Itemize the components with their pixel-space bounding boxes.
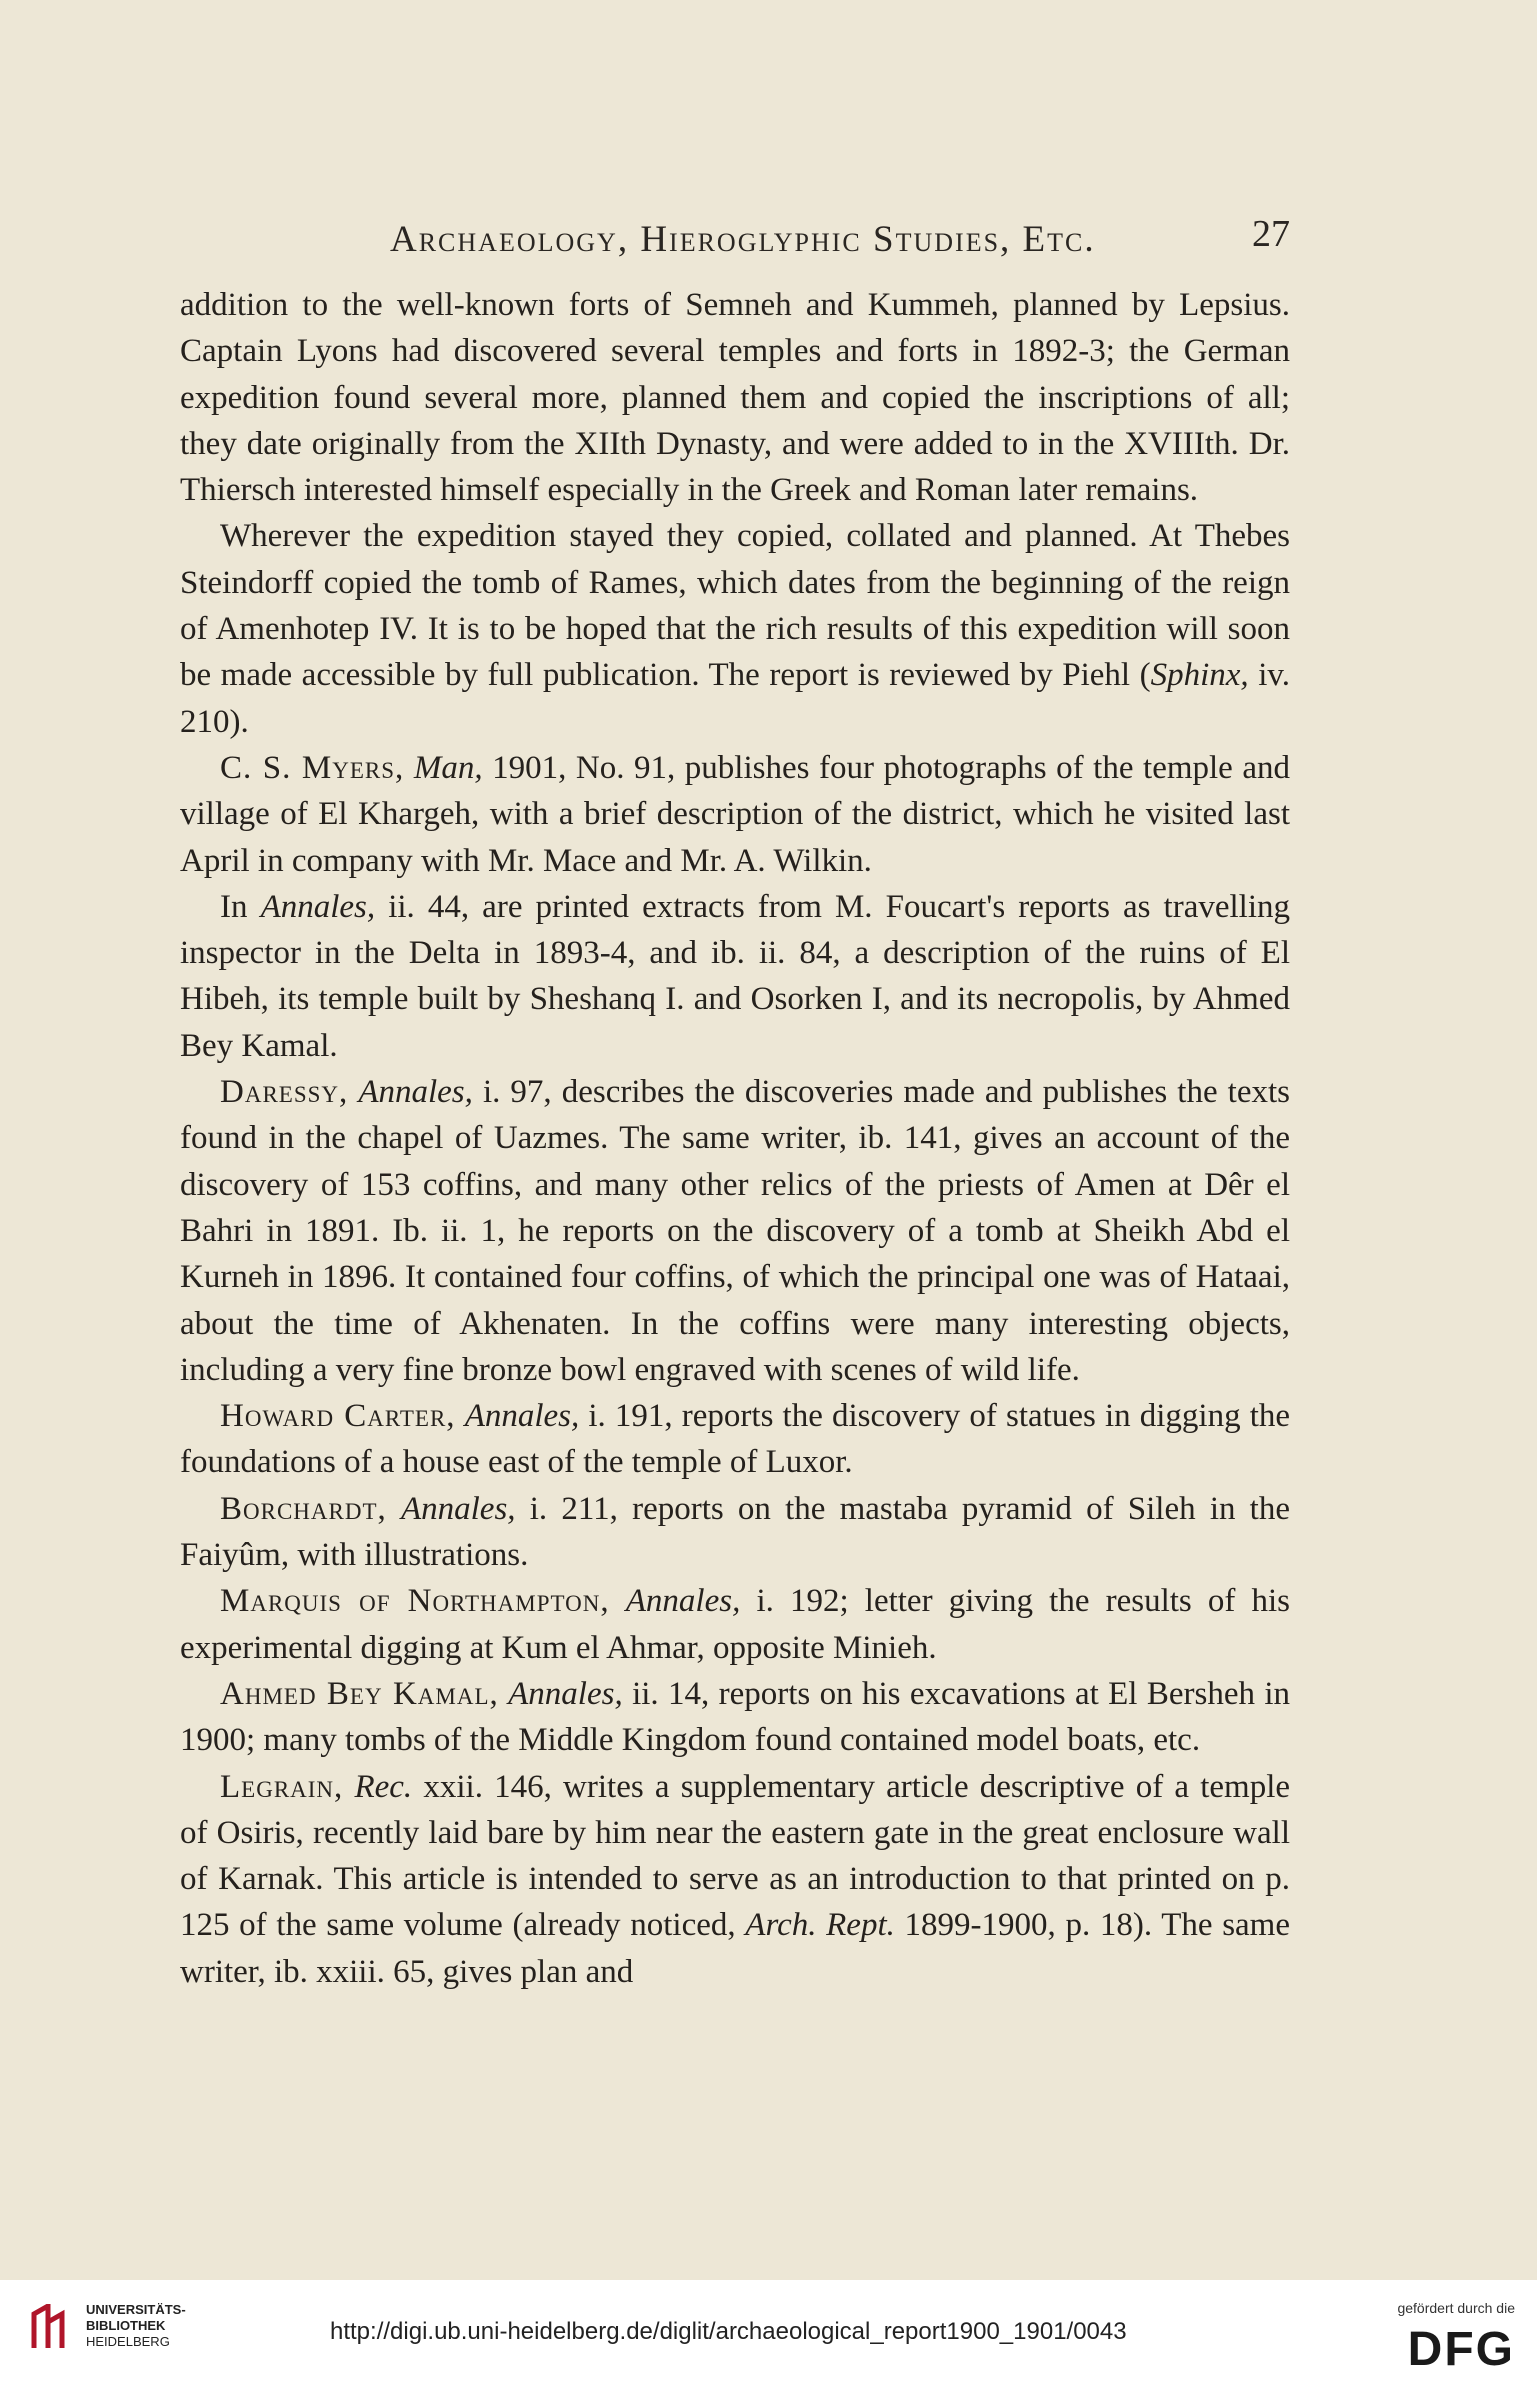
- paragraph-2: Wherever the expedition stayed they copied, collated and planned. At Thebes Steindorff copied the tomb of Rames, which dates from the beginning of the reign of Amenhotep IV. It is to be hoped that the rich results of this expedition will soon be made accessible by full publication. The report is reviewed by Piehl (Sphinx, iv. 210).: [180, 518, 1290, 740]
- university-library-logo-icon: [28, 2304, 72, 2356]
- page-header: [180, 206, 1290, 266]
- viewer-footer: [0, 2280, 1537, 2385]
- permalink-url[interactable]: http://digi.ub.uni-heidelberg.de/diglit/archaeological_report1900_1901/0043: [330, 2318, 1127, 2345]
- paragraph-8: Marquis of Northampton, Annales, i. 192; letter giving the results of his experimental digging at Kum el Ahmar, opposite Minieh.: [180, 1583, 1290, 1666]
- running-head: Archaeology, Hieroglyphic Studies, Etc.: [390, 219, 1096, 260]
- body-text: [180, 282, 1290, 1995]
- paragraph-5: Daressy, Annales, i. 97, describes the discoveries made and publishes the texts found in the chapel of Uazmes. The same writer, ib. 141, gives an account of the discovery of 153 coffins, and many other relics of the priests of Amen at Dêr el Bahri in 1891. Ib. ii. 1, he reports on the discovery of a tomb at Sheikh Abd el Kurneh in 1896. It contained four coffins, of which the principal one was of Hataai, about the time of Akhenaten. In the coffins were many interesting objects, including a very fine bronze bowl engraved with scenes of wild life.: [180, 1074, 1290, 1388]
- paragraph-4: In Annales, ii. 44, are printed extracts from M. Foucart's reports as travelling inspector in the Delta in 1893-4, and ib. ii. 84, a description of the ruins of El Hibeh, its temple built by Sheshanq I. and Osorken I, and its necropolis, by Ahmed Bey Kamal.: [180, 888, 1290, 1064]
- paragraph-3: C. S. Myers, Man, 1901, No. 91, publishes four photographs of the temple and village of El Khargeh, with a brief description of the district, which he visited last April in company with Mr. Mace and Mr. A. Wilkin.: [180, 749, 1290, 879]
- sponsor-caption: gefördert durch die: [1397, 2300, 1515, 2316]
- paragraph-1: addition to the well-known forts of Semneh and Kummeh, planned by Lepsius. Captain Lyons had discovered several temples and forts in 1892-3; the German expedition found several more, planned them and copied the inscriptions of all; they date originally from the XIIth Dynasty, and were added to in the XVIIIth. Dr. Thiersch interested himself especially in the Greek and Roman later remains.: [180, 287, 1290, 509]
- paragraph-9: Ahmed Bey Kamal, Annales, ii. 14, reports on his excavations at El Bersheh in 1900; many tombs of the Middle Kingdom found contained model boats, etc.: [180, 1675, 1291, 1759]
- dfg-logo: DFG: [1407, 2323, 1515, 2376]
- paragraph-7: Borchardt, Annales, i. 211, reports on the mastaba pyramid of Sileh in the Faiyûm, with illustrations.: [180, 1490, 1290, 1574]
- library-name: UNIVERSITÄTS- BIBLIOTHEK HEIDELBERG: [86, 2302, 186, 2349]
- paragraph-10: Legrain, Rec. xxii. 146, writes a supplementary article descriptive of a temple of Osiris, recently laid bare by him near the eastern gate in the great enclosure wall of Karnak. This article is intended to serve as an introduction to that printed on p. 125 of the same volume (already noticed, Arch. Rept. 1899-1900, p. 18). The same writer, ib. xxiii. 65, gives plan and: [180, 1768, 1291, 1990]
- page-number: 27: [1252, 213, 1290, 255]
- paragraph-6: Howard Carter, Annales, i. 191, reports the discovery of statues in digging the foundations of a house east of the temple of Luxor.: [180, 1398, 1291, 1481]
